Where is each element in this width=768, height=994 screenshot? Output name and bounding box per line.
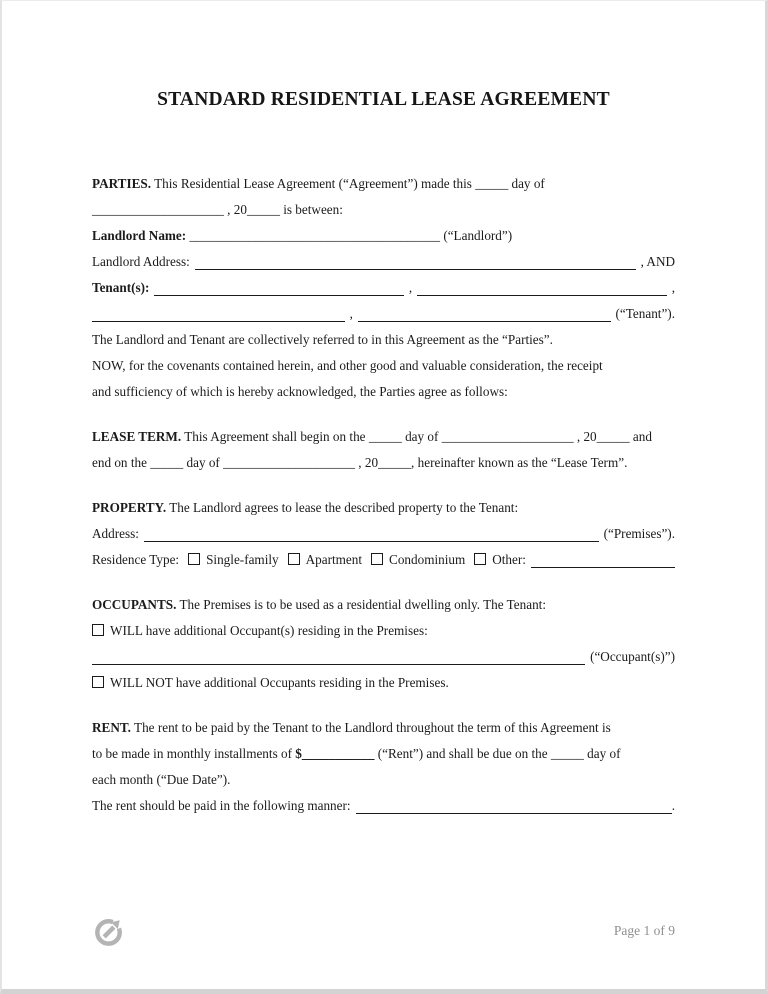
address-label: Address: — [92, 526, 139, 541]
document-body — [2, 171, 765, 819]
other-label: Other: — [492, 552, 526, 567]
rent-text-2b: (“Rent”) and shall be due on the _____ day of — [374, 746, 621, 761]
parties-intro-text-2: ____________________ , 20_____ is between: — [92, 202, 343, 217]
lease-term-text-1: This Agreement shall begin on the _____ day of ____________________ , 20_____ and — [181, 429, 652, 444]
parties-intro-line-2 — [92, 197, 675, 223]
tenant-1-blank[interactable] — [154, 295, 404, 296]
will-not-checkbox[interactable] — [92, 676, 104, 688]
condominium-label: Condominium — [389, 552, 466, 567]
other-blank[interactable] — [531, 567, 675, 568]
will-checkbox[interactable] — [92, 624, 104, 636]
eforms-circular-arrow-icon — [92, 913, 127, 949]
parties-now-line-1: NOW, for the covenants contained herein, and other good and valuable consideration, the receipt — [92, 358, 603, 373]
rent-line-2 — [92, 741, 675, 767]
tenant-4-blank[interactable] — [358, 321, 611, 322]
tenants-line-2 — [92, 301, 675, 327]
occupants-intro-line — [92, 592, 675, 618]
single-family-checkbox[interactable] — [188, 553, 200, 565]
rent-line-3: each month (“Due Date”). — [92, 772, 231, 787]
section-lease-term — [92, 424, 675, 476]
address-blank[interactable] — [144, 541, 599, 542]
page-title: STANDARD RESIDENTIAL LEASE AGREEMENT — [157, 89, 610, 110]
single-family-label: Single-family — [206, 552, 279, 567]
tenant-3-blank[interactable] — [92, 321, 345, 322]
occupants-intro-text: The Premises is to be used as a residential dwelling only. The Tenant: — [176, 597, 546, 612]
will-option-label: WILL have additional Occupant(s) residing in the Premises: — [110, 623, 428, 638]
property-intro-line — [92, 495, 675, 521]
tenants-suffix: (“Tenant”). — [615, 306, 675, 321]
option-apartment — [288, 547, 362, 573]
tenant-separator-3: , — [349, 306, 353, 321]
landlord-name-line — [92, 223, 675, 249]
landlord-address-blank[interactable] — [195, 269, 636, 270]
property-heading: PROPERTY. — [92, 500, 167, 515]
parties-collective-line: The Landlord and Tenant are collectively referred to in this Agreement as the “Parties”. — [92, 332, 553, 347]
landlord-name-label: Landlord Name: — [92, 228, 187, 243]
rent-text-1: The rent to be paid by the Tenant to the Landlord throughout the term of this Agreement is — [130, 720, 611, 735]
option-single-family — [188, 547, 279, 573]
section-parties — [92, 171, 675, 405]
occupants-will-line — [92, 618, 675, 644]
rent-manner-suffix: . — [671, 798, 675, 813]
residence-type-label: Residence Type: — [92, 552, 180, 567]
will-not-option-label: WILL NOT have additional Occupants residing in the Premises. — [110, 675, 449, 690]
landlord-address-label: Landlord Address: — [92, 254, 190, 269]
address-suffix: (“Premises”). — [603, 526, 675, 541]
occupants-blank-line — [92, 644, 675, 670]
landlord-address-suffix: , AND — [640, 254, 675, 269]
apartment-label: Apartment — [305, 552, 363, 567]
parties-intro-line-1 — [92, 171, 675, 197]
landlord-name-blank[interactable]: ______________________________________ (“Landlord”) — [186, 228, 513, 243]
tenants-line-1 — [92, 275, 675, 301]
condominium-checkbox[interactable] — [371, 553, 383, 565]
apartment-checkbox[interactable] — [288, 553, 300, 565]
rent-text-2a: to be made in monthly installments of — [92, 746, 296, 761]
other-checkbox[interactable] — [474, 553, 486, 565]
tenants-label: Tenant(s): — [92, 280, 150, 295]
occupants-will-not-line — [92, 670, 675, 696]
parties-intro-text: This Residential Lease Agreement (“Agreement”) made this _____ day of — [151, 176, 545, 191]
occupants-blank-suffix: (“Occupant(s)”) — [590, 649, 675, 664]
rent-manner-blank[interactable] — [356, 813, 672, 814]
parties-now-line-2: and sufficiency of which is hereby acknowledged, the Parties agree as follows: — [92, 384, 508, 399]
parties-heading: PARTIES. — [92, 176, 152, 191]
rent-manner-line — [92, 793, 675, 819]
rent-line-1 — [92, 715, 675, 741]
option-other — [474, 547, 526, 573]
tenant-separator: , — [408, 280, 413, 295]
property-address-line — [92, 521, 675, 547]
tenant-separator-2: , — [671, 280, 675, 295]
occupants-heading: OCCUPANTS. — [92, 597, 177, 612]
section-occupants — [92, 592, 675, 696]
landlord-address-line — [92, 249, 675, 275]
tenant-2-blank[interactable] — [417, 295, 667, 296]
rent-heading: RENT. — [92, 720, 131, 735]
lease-term-line-1 — [92, 424, 675, 450]
occupants-blank[interactable] — [92, 664, 585, 665]
residence-type-line — [92, 547, 675, 573]
option-condominium — [371, 547, 465, 573]
lease-term-heading: LEASE TERM. — [92, 429, 182, 444]
page-footer — [92, 913, 675, 949]
property-intro-text: The Landlord agrees to lease the described property to the Tenant: — [166, 500, 519, 515]
page-number-label: Page 1 of 9 — [613, 923, 675, 938]
section-property — [92, 495, 675, 573]
rent-manner-label: The rent should be paid in the following manner: — [92, 798, 351, 813]
rent-amount-blank[interactable]: $___________ — [295, 746, 375, 761]
lease-term-line-2: end on the _____ day of ____________________ , 20_____, hereinafter known as the “Lease Term”. — [92, 455, 628, 470]
section-rent — [92, 715, 675, 819]
